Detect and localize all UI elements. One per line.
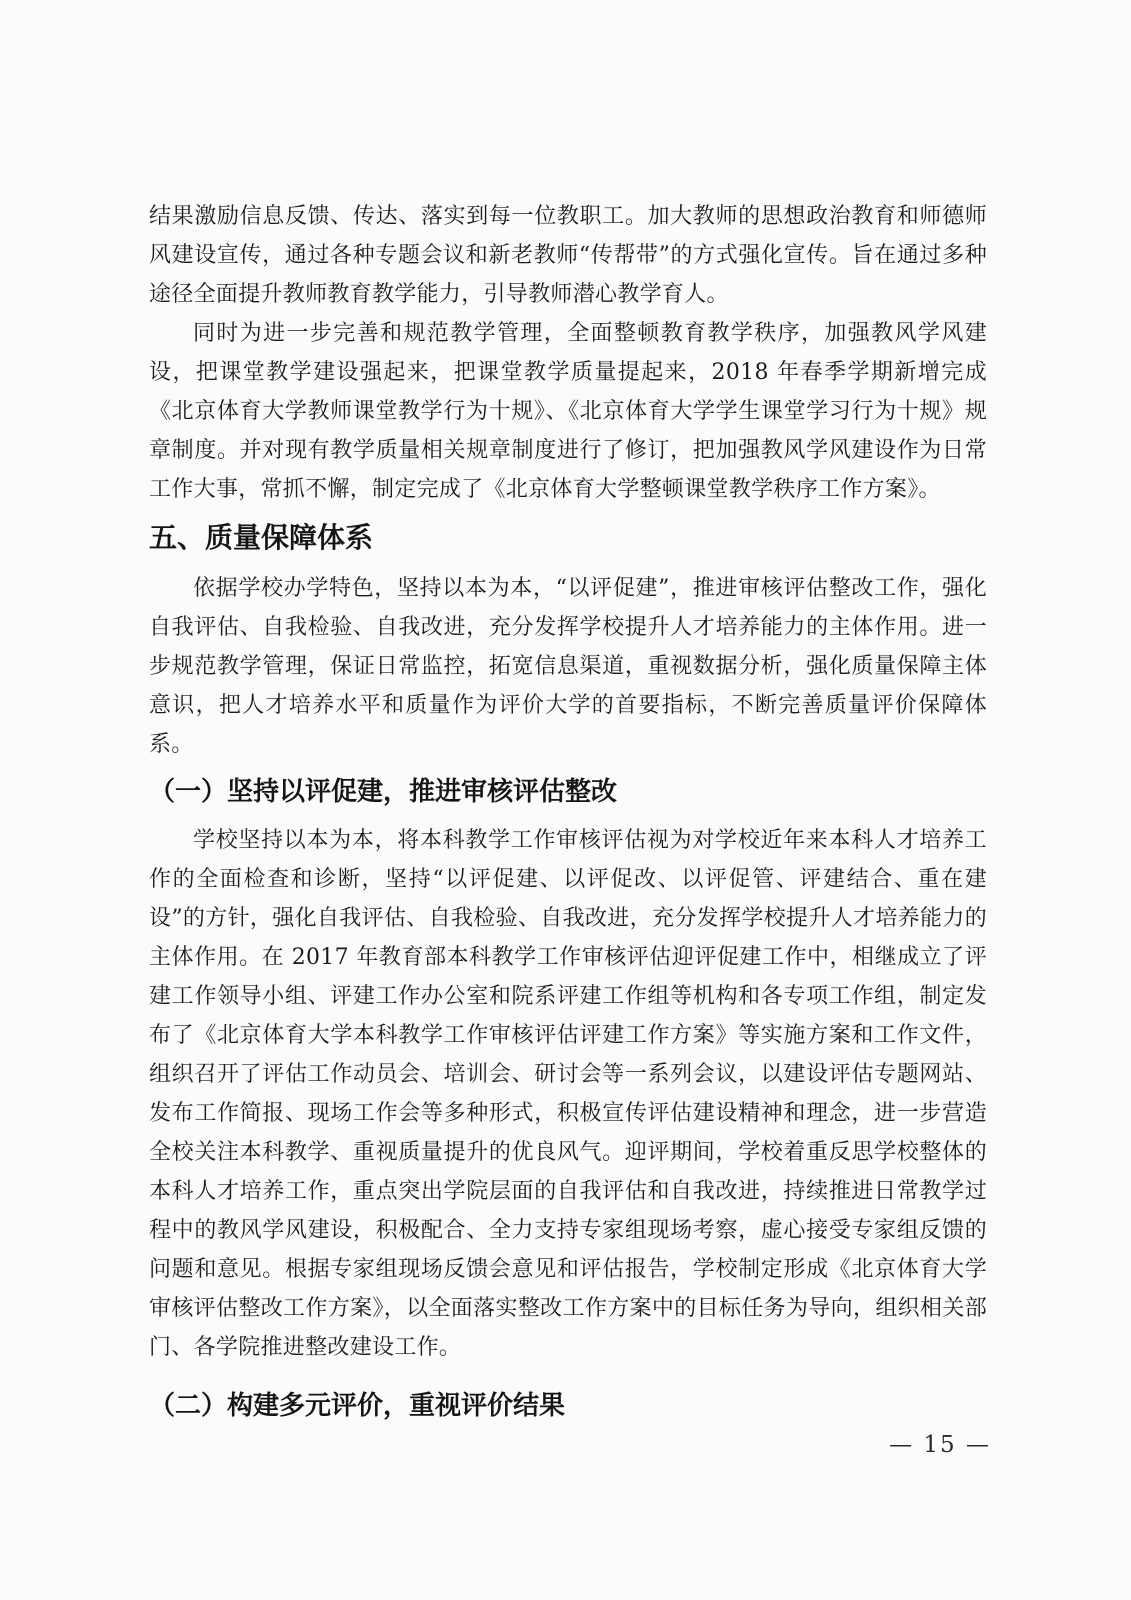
subsection-heading-multi-evaluation: （二）构建多元评价，重视评价结果 (149, 1391, 566, 1421)
paragraph-quality-overview: 依据学校办学特色，坚持以本为本，“以评促建”，推进审核评估整改工作，强化自我评估、自我检验、自我改进，充分发挥学校提升人才培养能力的主体作用。进一步规范教学管理，保证日常监控，拓宽信息渠道，重视数据分析，强化质量保障主体意识，把人才培养水平和质量作为评价大学的首要指标，不断完善质量评价保障体系。 (149, 576, 987, 757)
paragraph-teaching-order: 同时为进一步完善和规范教学管理，全面整顿教育教学秩序，加强教风学风建设，把课堂教学建设强起来，把课堂教学质量提起来，2018 年春季学期新增完成《北京体育大学教师课堂教学行为十规》、《北京体育大学学生课堂学习行为十规》规章制度。并对现有教学质量相关规章制度进行了修订，把加强教风学风建设作为日常工作大事，常抓不懈，制定完成了《北京体育大学整顿课堂教学秩序工作方案》。 (149, 321, 987, 502)
page-number: — 15 — (889, 1432, 991, 1458)
subsection-heading-evaluation-rectification: （一）坚持以评促建，推进审核评估整改 (149, 777, 618, 807)
paragraph-teacher-development: 结果激励信息反馈、传达、落实到每一位教职工。加大教师的思想政治教育和师德师风建设宣传，通过各种专题会议和新老教师“传帮带”的方式强化宣传。旨在通过多种途径全面提升教师教育教学能力，引导教师潜心教学育人。 (149, 204, 987, 307)
paragraph-audit-evaluation-detail: 学校坚持以本为本，将本科教学工作审核评估视为对学校近年来本科人才培养工作的全面检查和诊断，坚持“以评促建、以评促改、以评促管、评建结合、重在建设”的方针，强化自我评估、自我检验、自我改进，充分发挥学校提升人才培养能力的主体作用。在 2017 年教育部本科教学工作审核评估迎评促建工作中，相继成立了评建工作领导小组、评建工作办公室和院系评建工作组等机构和各专项工作组，制定发布了《北京体育大学本科教学工作审核评估评建工作方案》等实施方案和工作文件，组织召开了评估工作动员会、培训会、研讨会等一系列会议，以建设评估专题网站、发布工作简报、现场工作会等多种形式，积极宣传评估建设精神和理念，进一步营造全校关注本科教学、重视质量提升的优良风气。迎评期间，学校着重反思学校整体的本科人才培养工作，重点突出学院层面的自我评估和自我改进，持续推进日常教学过程中的教风学风建设，积极配合、全力支持专家组现场考察，虚心接受专家组反馈的问题和意见。根据专家组现场反馈会意见和评估报告，学校制定形成《北京体育大学审核评估整改工作方案》，以全面落实整改工作方案中的目标任务为导向，组织相关部门、各学院推进整改建设工作。 (149, 828, 987, 1360)
section-heading-quality-assurance: 五、质量保障体系 (149, 521, 374, 554)
page-content (149, 197, 987, 1435)
